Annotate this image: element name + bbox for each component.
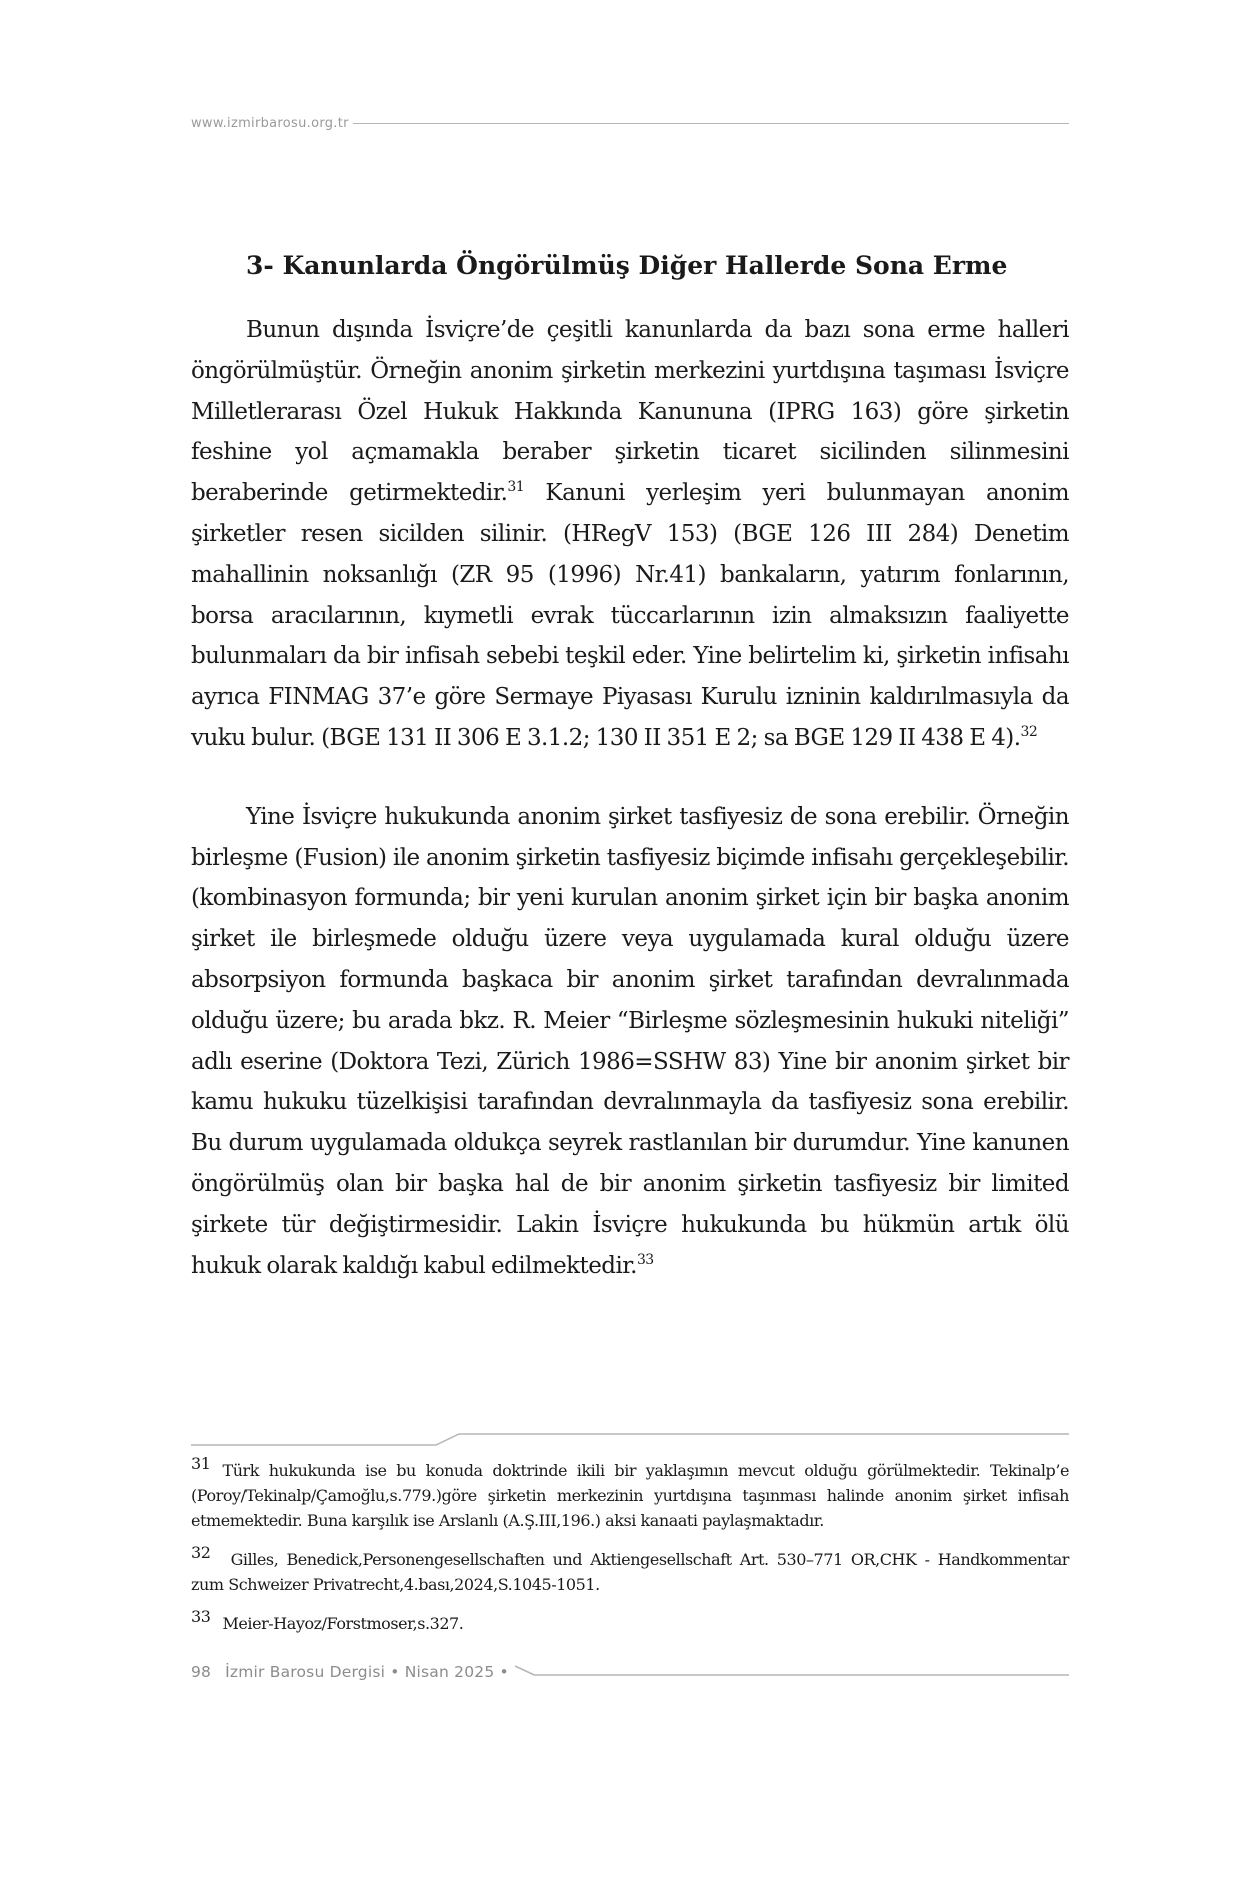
page-number: 98 xyxy=(191,1663,212,1681)
main-content xyxy=(191,246,1069,1286)
footnote-text: Meier-Hayoz/Forstmoser,s.327. xyxy=(222,1614,464,1633)
paragraph-2-text: Yine İsviçre hukukunda anonim şirket tasfiyesiz de sona erebilir. Örneğin birleşme (Fusion) ile anonim şirketin tasfiyesiz biçimde infisahı gerçekleşebilir.(kombinasyon formunda; bir yeni kurulan anonim şirket için bir başka anonim şirket ile birleşmede olduğu üzere veya uygulamada kural olduğu üzere absorpsiyon formunda başkaca bir anonim şirket tarafından devralınmada olduğu üzere; bu arada bkz. R. Meier “Birleşme sözleşmesinin hukuki niteliği” adlı eserine (Doktora Tezi, Zürich 1986=SSHW 83) Yine bir anonim şirket bir kamu hukuku tüzelkişisi tarafından devralınmayla da tasfiyesiz sona erebilir. Bu durum uygulamada oldukça seyrek rastlanılan bir durumdur. Yine kanunen öngörülmüş olan bir başka hal de bir anonim şirketin tasfiyesiz bir limited şirkete tür değiştirmesidir. Lakin İsviçre hukukunda bu hükmün artık ölü hukuk olarak kaldığı kabul edilmektedir. xyxy=(191,803,1069,1279)
paragraph-1-text: Bunun dışında İsviçre’de çeşitli kanunlarda da bazı sona erme halleri öngörülmüştür. Örneğin anonim şirketin merkezini yurtdışına taşıması İsviçre Milletlerarası Özel Hukuk Hakkında Kanununa (IPRG 163) göre şirketin feshine yol açmamakla beraber şirketin ticaret sicilinden silinmesini beraberinde getirmektedir. xyxy=(191,317,1069,507)
paragraph-1-text-cont: Kanuni yerleşim yeri bulunmayan anonim şirketler resen sicilden silinir. (HRegV 153) (BGE 126 III 284) Denetim mahallinin noksanlığı (ZR 95 (1996) Nr.41) bankaların, yatırım fonlarının, borsa aracılarının, kıymetli evrak tüccarlarının izin almaksızın faaliyette bulunmaları da bir infisah sebebi teşkil eder. Yine belirtelim ki, şirketin infisahı ayrıca FINMAG 37’e göre Sermaye Piyasası Kurulu izninin kaldırılmasıyla da vuku bulur. (BGE 131 II 306 E 3.1.2; 130 II 351 E 2; sa BGE 129 II 438 E 4). xyxy=(191,480,1069,751)
header-rule xyxy=(353,123,1069,124)
footnote-text: Türk hukukunda ise bu konuda doktrinde ikili bir yaklaşımın mevcut olduğu görülmektedir. Tekinalp’e (Poroy/Tekinalp/Çamoğlu,s.779.)göre şirketin merkezinin yurtdışına taşınması halinde anonim şirket infisah etmemektedir. Buna karşılık ise Arslanlı (A.Ş.III,196.) aksi kanaati paylaşmaktadır. xyxy=(191,1461,1069,1530)
journal-info: İzmir Barosu Dergisi • Nisan 2025 • xyxy=(225,1663,509,1681)
footnote-33: 33 Meier-Hayoz/Forstmoser,s.327. xyxy=(191,1607,464,1633)
footnote-31: 31 Türk hukukunda ise bu konuda doktrinde ikili bir yaklaşımın mevcut olduğu görülmektedir. Tekinalp’e (Poroy/Tekinalp/Çamoğlu,s.779.)göre şirketin merkezinin yurtdışına taşınması halinde anonim şirket infisah etmemektedir. Buna karşılık ise Arslanlı (A.Ş.III,196.) aksi kanaati paylaşmaktadır. xyxy=(191,1454,1069,1530)
footnote-divider xyxy=(191,1432,1069,1448)
footnote-text: Gilles, Benedick,Personengesellschaften und Aktiengesellschaft Art. 530–771 OR,CHK - Handkommentar zum Schweizer Privatrecht,4.bası,2024,S.1045-1051. xyxy=(191,1550,1069,1594)
footer-text xyxy=(191,1663,509,1681)
footnote-ref-32: 32 xyxy=(1020,723,1038,740)
footnote-ref-31: 31 xyxy=(507,479,525,496)
footer-rule xyxy=(515,1664,1069,1680)
page-footer xyxy=(191,1660,1069,1684)
page-header xyxy=(191,113,1069,133)
paragraph-2 xyxy=(191,797,1069,1287)
footnotes xyxy=(191,1454,1069,1650)
header-url: www.izmirbarosu.org.tr xyxy=(191,115,349,131)
footnote-32: 32 Gilles, Benedick,Personengesellschaften und Aktiengesellschaft Art. 530–771 OR,CHK - Handkommentar zum Schweizer Privatrecht,4.bası,2024,S.1045-1051. xyxy=(191,1543,1069,1594)
footnote-ref-33: 33 xyxy=(636,1251,654,1268)
section-heading: 3- Kanunlarda Öngörülmüş Diğer Hallerde Sona Erme xyxy=(246,251,1008,280)
paragraph-1 xyxy=(191,310,1069,759)
